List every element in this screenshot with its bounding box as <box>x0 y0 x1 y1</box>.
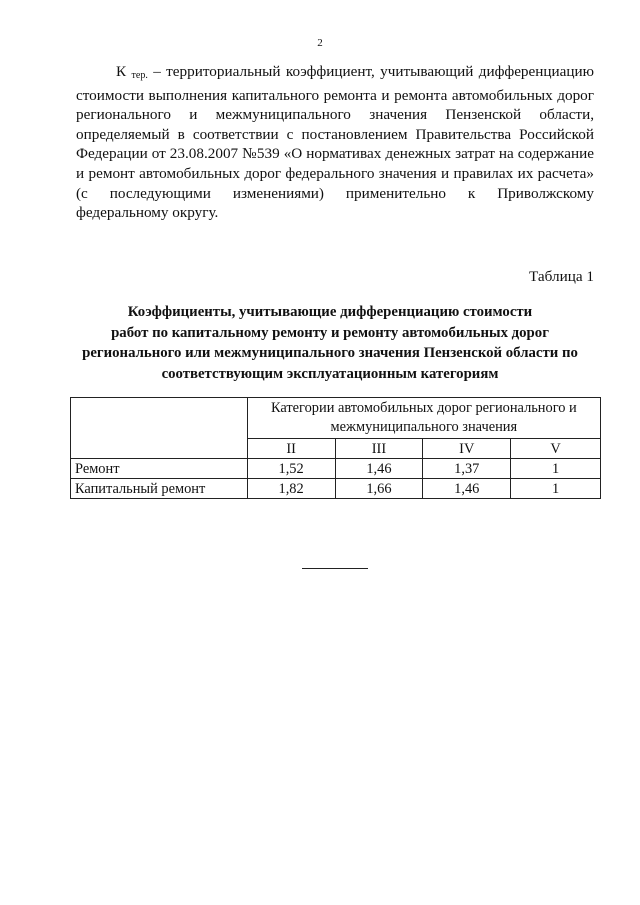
table-row <box>71 479 601 499</box>
body-paragraph <box>76 62 594 223</box>
table-label: Таблица 1 <box>529 268 594 285</box>
row-label: Капитальный ремонт <box>71 479 248 499</box>
paragraph-text: – территориальный коэффициент, учитывающий дифференциацию стоимости выполнения капитального ремонта и ремонта автомобильных дорог регионального и межмуниципального значения Пензенской области, определяемый в соответствии с постановлением Правительства Российской Федерации от 23.08.2007 №539 «О нормативах денежных затрат на содержание и ремонт автомобильных дорог федерального значения и правилах их расчета» (с последующими изменениями) применительно к Приволжскому федеральному округу. <box>76 63 594 222</box>
category-header: IV <box>423 439 511 459</box>
table-title-line: регионального или межмуниципального значения Пензенской области по <box>82 345 578 361</box>
end-divider <box>302 568 368 569</box>
table-header-row <box>71 398 601 439</box>
page-number: 2 <box>317 37 323 49</box>
table-cell: 1 <box>511 479 601 499</box>
coef-subscript: тер. <box>131 70 148 81</box>
table-cell: 1,37 <box>423 459 511 479</box>
coefficients-table <box>70 397 601 499</box>
table-title-line: работ по капитальному ремонту и ремонту автомобильных дорог <box>111 324 549 341</box>
table-cell: 1,66 <box>335 479 423 499</box>
category-group-header: Категории автомобильных дорог регионального и межмуниципального значения <box>247 398 600 439</box>
category-header: V <box>511 439 601 459</box>
table-title <box>60 302 600 384</box>
table-cell: 1,46 <box>335 459 423 479</box>
category-header: III <box>335 439 423 459</box>
table-cell: 1 <box>511 459 601 479</box>
table-row <box>71 459 601 479</box>
table-cell: 1,82 <box>247 479 335 499</box>
table-corner-cell <box>71 398 248 459</box>
row-label: Ремонт <box>71 459 248 479</box>
table-cell: 1,52 <box>247 459 335 479</box>
table-cell: 1,46 <box>423 479 511 499</box>
coef-symbol: К <box>116 63 127 80</box>
category-header: II <box>247 439 335 459</box>
table-title-line: Коэффициенты, учитывающие дифференциацию стоимости <box>127 304 533 320</box>
table-title-line: соответствующим эксплуатационным категориям <box>161 365 499 382</box>
